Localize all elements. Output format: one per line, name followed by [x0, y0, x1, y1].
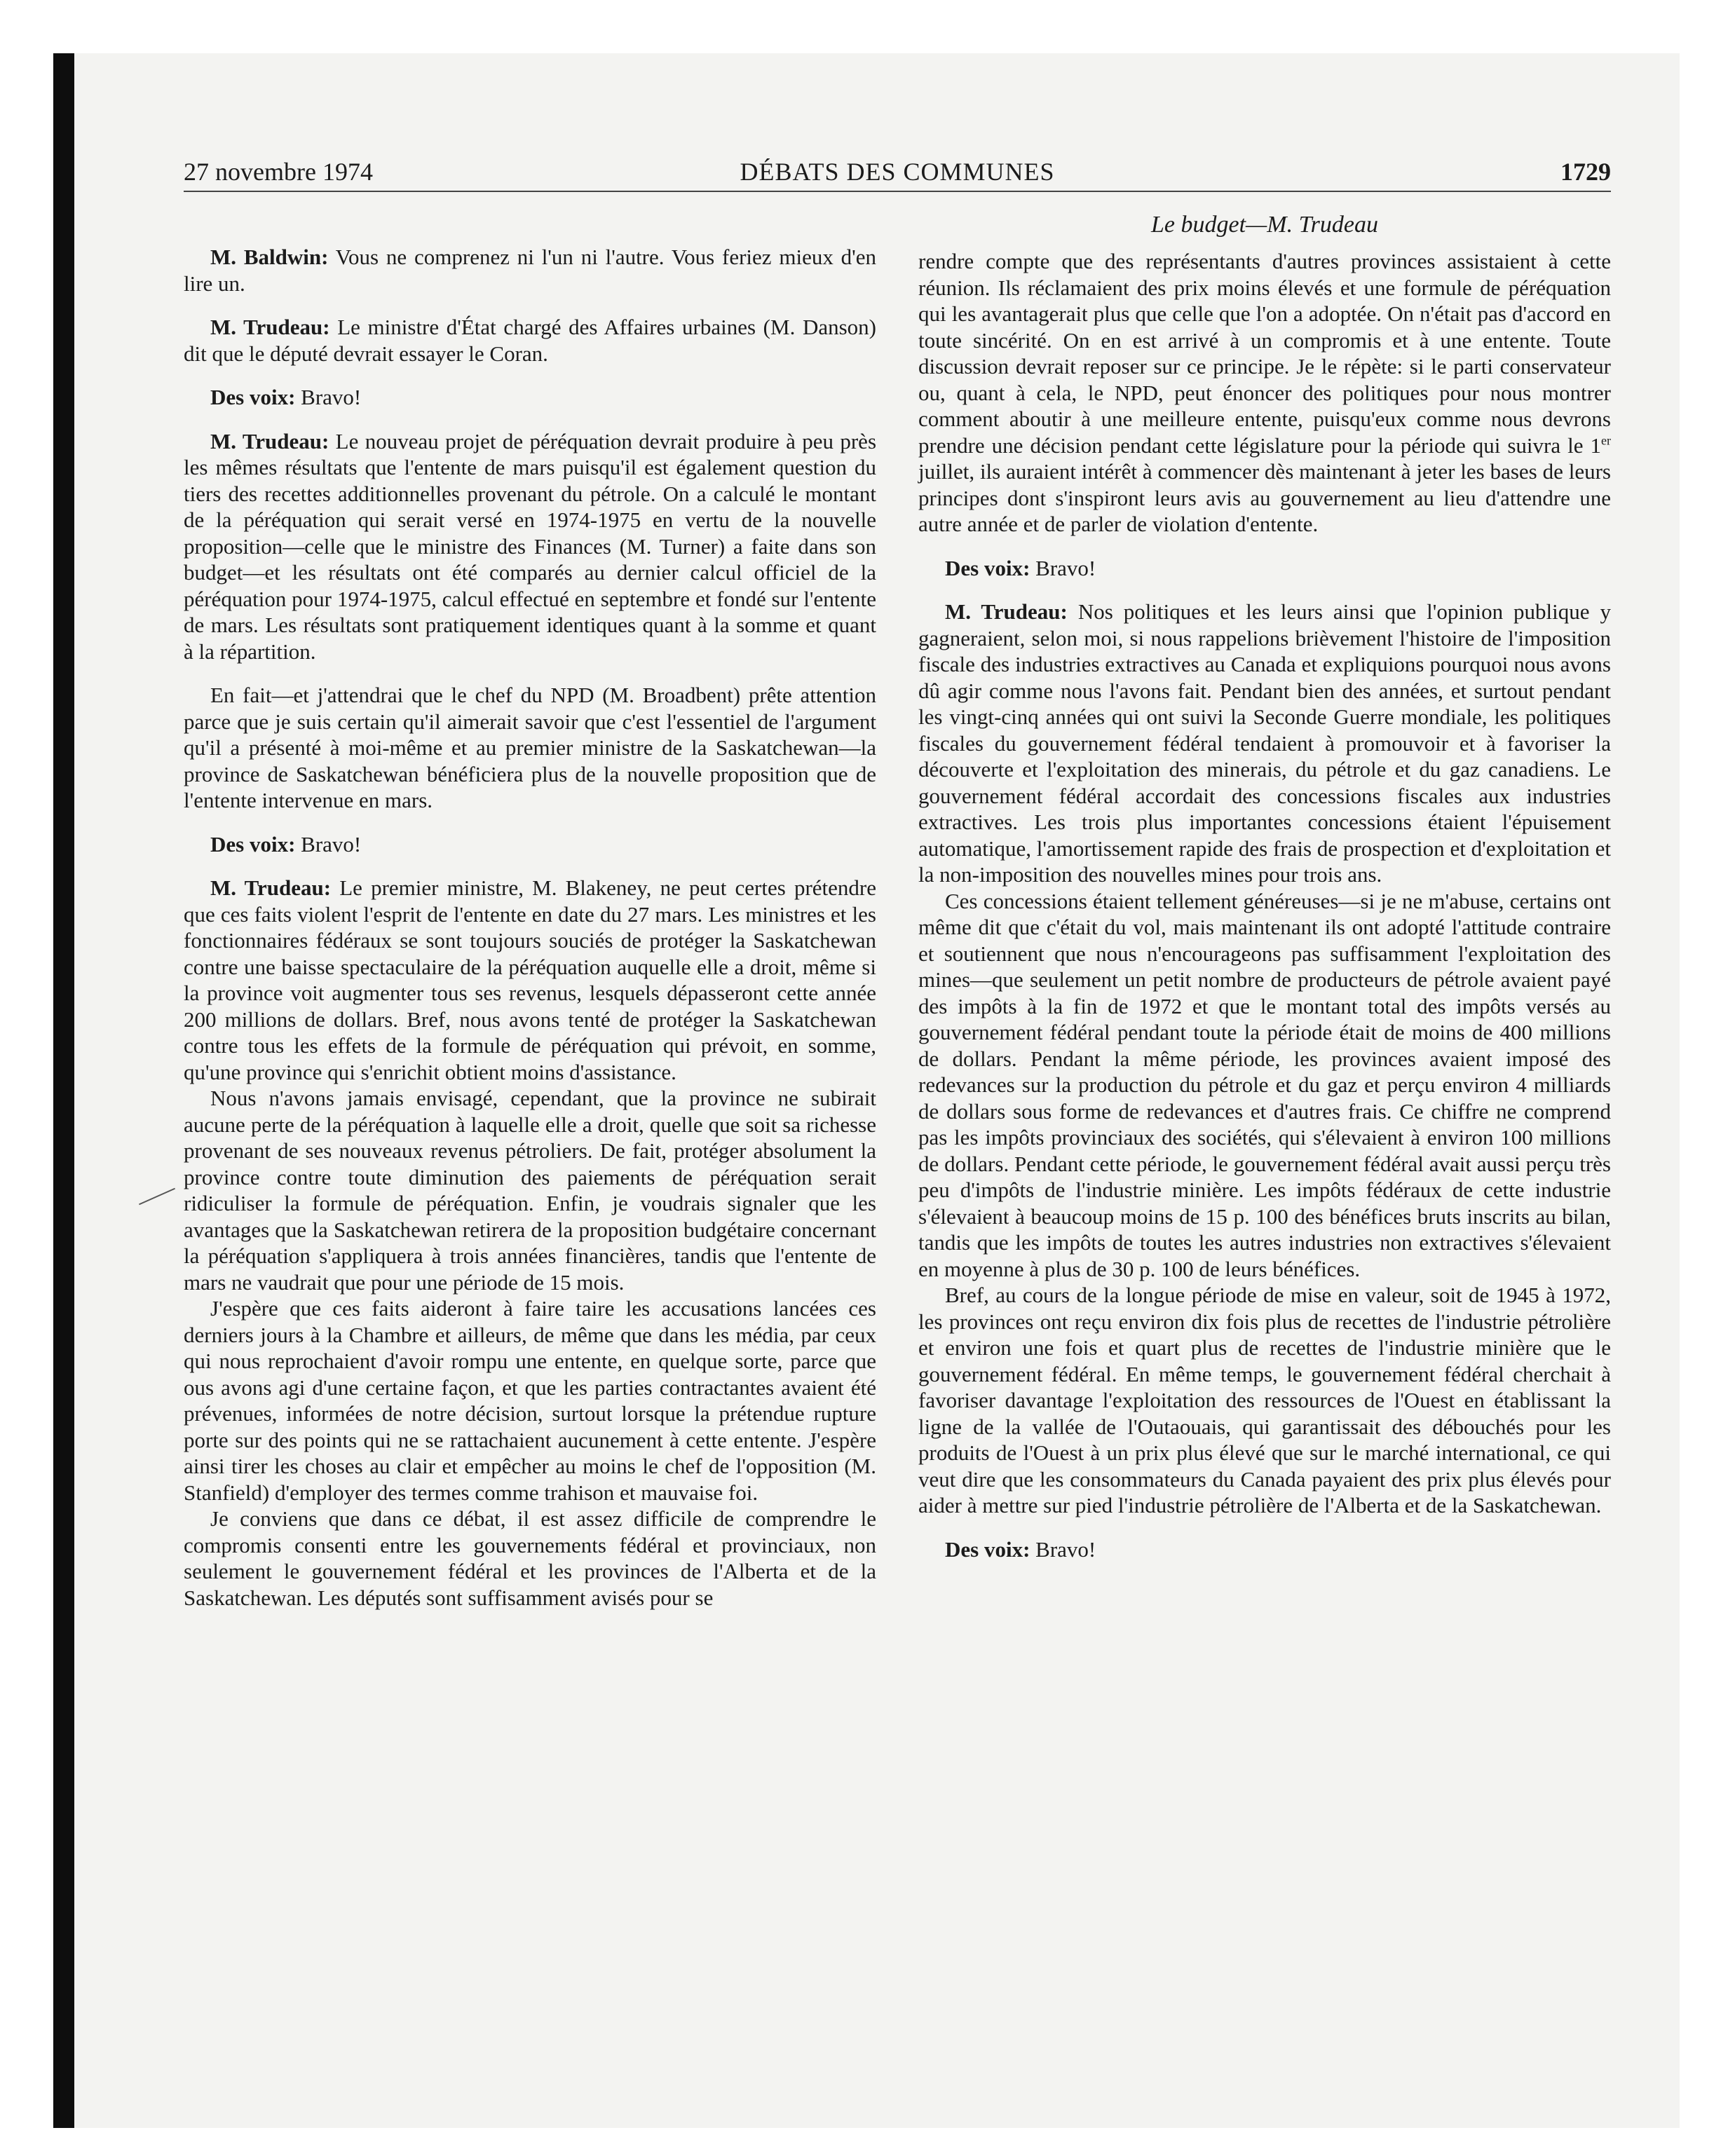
speech-text: Bravo! [295, 831, 362, 857]
paragraph: Je conviens que dans ce débat, il est assez difficile de comprendre le compromis consenti entre les gouvernements fédéral et provinciaux, non seulement le gouvernement fédéral et les provinces de l'Alberta et de la Saskatchewan. Les députés sont suffisamment avisés pour se [184, 1506, 876, 1610]
paragraph: Bref, au cours de la longue période de mise en valeur, soit de 1945 à 1972, les provinces ont reçu environ dix fois plus de recettes de l'industrie pétrolière et environ une fois et quart plus de recettes de l'industrie minière que le gouvernement fédéral. En même temps, le gouvernement fédéral cherchait à favoriser davantage l'exploitation des ressources de l'Ouest en établissant la ligne de la vallée de l'Outaouais, qui garantissait des débouchés pour les produits de l'Ouest à un prix plus élevé que sur le marché international, ce qui veut dire que les consommateurs du Canada payaient des prix plus élevés pour aider à mettre sur pied l'industrie pétrolière de l'Alberta et de la Saskatchewan. [918, 1283, 1611, 1517]
right-column [918, 248, 1611, 1580]
paragraph [918, 555, 1611, 582]
speaker-name: M. Baldwin: [210, 245, 329, 269]
speech-text: Nos politiques et les leurs ainsi que l'opinion publique y gagneraient, selon moi, si nous rappelions brièvement l'histoire de l'imposition fiscale des industries extractives au Canada et expliquions pourquoi nous avons dû agir comme nous l'avons fait. Pendant bien des années, et surtout pendant les vingt-cinq années qui ont suivi la Seconde Guerre mondiale, les politiques fiscales du gouvernement fédéral tendaient à promouvoir et à favoriser la découverte et l'exploitation des minerais, du pétrole et du gaz canadiens. Le gouvernement fédéral accordait des concessions fiscales aux industries extractives. Les trois plus importantes concessions étaient l'épuisement automatique, l'amortissement rapide des frais de prospection et d'exploitation et la non-imposition des nouvelles mines pour trois ans. [918, 599, 1611, 887]
speaker-name: M. Trudeau: [210, 875, 332, 900]
speech-text: Le ministre d'État chargé des Affaires urbaines (M. Danson) dit que le député devrait essayer le Coran. [184, 315, 877, 366]
paragraph: Ces concessions étaient tellement généreuses—si je ne m'abuse, certains ont même dit que c'était du vol, mais maintenant ils ont adopté l'attitude contraire et soutiennent que nous n'encourageons pas suffisamment l'exploitation des mines—que seulement un petit nombre de producteurs de pétrole avaient payé des impôts à la fin de 1972 et que le montant total des impôts versés au gouvernement fédéral pendant toute la période était de moins de 400 millions de dollars. Pendant la même période, les provinces avaient imposé des redevances sur la production du pétrole et du gaz et perçu environ 4 milliards de dollars sous forme de redevances et d'autres frais. Ce chiffre ne comprend pas les impôts provinciaux des sociétés, qui s'élevaient à environ 100 millions de dollars. Pendant cette période, le gouvernement fédéral avait aussi perçu très peu d'impôts de l'industrie minière. Les impôts fédéraux de cette industrie s'élevaient à beaucoup moins de 15 p. 100 des bénéfices bruts inscrits au bilan, tandis que les impôts de toutes les autres industries non extractives s'élevaient en moyenne à plus de 30 p. 100 de leurs bénéfices. [918, 888, 1611, 1281]
page-header [184, 154, 1611, 192]
left-column [184, 244, 876, 1611]
paragraph [184, 314, 876, 367]
header-title: DÉBATS DES COMMUNES [740, 158, 1055, 186]
page-number: 1729 [1560, 158, 1611, 186]
speaker-name: M. Trudeau: [210, 428, 329, 453]
paragraph [184, 875, 876, 1085]
speaker-name: Des voix: [945, 1536, 1030, 1562]
paragraph [918, 248, 1611, 538]
speaker-name: Des voix: [945, 555, 1030, 580]
speech-text: Vous ne comprenez ni l'un ni l'autre. Vous feriez mieux d'en lire un. [184, 245, 877, 296]
speech-text: Le premier ministre, M. Blakeney, ne peut certes prétendre que ces faits violent l'esprit de l'entente en date du 27 mars. Les ministres et les fonctionnaires fédéraux se sont toujours souciés de protéger la Saskatchewan contre une baisse spectaculaire de la péréquation auquelle elle a droit, même si la province voit augmenter tous ses revenus, lesquels dépasseront cette année 200 millions de dollars. Bref, nous avons tenté de protéger la Saskatchewan contre tous les effets de la formule de péréquation qui prévoit, en somme, qu'une province qui s'enrichit obtient moins d'assistance. [184, 875, 877, 1084]
speech-text: rendre compte que des représentants d'autres provinces assistaient à cette réunion. Ils réclamaient des prix moins élevés et une formule de péréquation qui les avantagerait plus que celle que l'on a adoptée. On n'était pas d'accord en toute sincérité. On en est arrivé à un compromis et à une entente. Toute discussion devrait reposer sur ce principe. Je le répète: si le parti conservateur ou, quant à cela, le NPD, peut énoncer des politiques pour nous montrer comment aboutir à une meilleure entente, puisqu'eux comme nous devrons prendre une décision pendant cette législature pour la période qui suivra le 1 [918, 249, 1611, 458]
running-head: Le budget—M. Trudeau [1151, 212, 1378, 238]
speech-text: Bravo! [1030, 1536, 1096, 1562]
speaker-name: Des voix: [210, 385, 296, 409]
paragraph [184, 244, 876, 296]
speech-text: Le nouveau projet de péréquation devrait produire à peu près les mêmes résultats que l'entente de mars puisqu'il est également question du tiers des recettes additionnelles provenant du pétrole. On a calculé le montant de la péréquation qui serait versé en 1974-1975 en vertu de la nouvelle proposition—celle que le ministre des Finances (M. Turner) a faite dans son budget—et les résultats ont été comparés au dernier calcul officiel de la péréquation pour 1974-1975, calcul effectué en septembre et fondé sur l'entente de mars. Les résultats sont pratiquement identiques quant à la somme et quant à la répartition. [184, 428, 877, 664]
paragraph [184, 831, 876, 858]
scan-edge-bar [53, 53, 74, 2128]
superscript: er [1601, 433, 1611, 448]
header-date: 27 novembre 1974 [184, 158, 373, 186]
paragraph [918, 1536, 1611, 1563]
speaker-name: Des voix: [210, 831, 296, 857]
speaker-name: M. Trudeau: [210, 315, 330, 339]
paragraph [184, 428, 876, 665]
speaker-name: M. Trudeau: [945, 599, 1068, 624]
speech-text: Bravo! [1030, 555, 1096, 580]
paragraph: Nous n'avons jamais envisagé, cependant, que la province ne subirait aucune perte de la péréquation à laquelle elle a droit, quelle que soit sa richesse provenant de ses nouveaux revenus pétroliers. De fait, protéger absolument la province contre toute diminution des paiements de péréquation serait ridiculiser la formule de péréquation. Enfin, je voudrais signaler que les avantages que la Saskatchewan retirera de la proposition budgétaire concernant la péréquation s'appliquera à trois années financières, tandis que l'entente de mars ne vaudrait que pour une période de 15 mois. [184, 1086, 876, 1295]
paragraph: J'espère que ces faits aideront à faire taire les accusations lancées ces derniers jours à la Chambre et ailleurs, de même que dans les média, par ceux qui nous reprochaient d'avoir rompu une entente, en quelque sorte, parce que ous avons agi d'une certaine façon, et que les parties contractantes avaient été prévenues, informées de notre décision, surtout lorsque la prétendue rupture porte sur des points qui ne se rattachaient aucunement à cette entente. J'espère ainsi tirer les choses au clair et empêcher au moins le chef de l'opposition (M. Stanfield) d'employer des termes comme trahison et mauvaise foi. [184, 1296, 876, 1505]
paragraph [184, 384, 876, 411]
paragraph [918, 599, 1611, 888]
paragraph: En fait—et j'attendrai que le chef du NPD (M. Broadbent) prête attention parce que je suis certain qu'il aimerait savoir que c'est l'essentiel de l'argument qu'il a présenté à moi-même et au premier ministre de la Saskatchewan—la province de Saskatchewan bénéficiera plus de la nouvelle proposition que de l'entente intervenue en mars. [184, 683, 876, 812]
speech-text: Bravo! [295, 385, 362, 409]
speech-text: juillet, ils auraient intérêt à commencer dès maintenant à jeter les bases de leurs principes dont s'inspiront leurs avis au gouvernement au lieu d'attendre une autre année et de parler de violation d'entente. [918, 459, 1611, 536]
